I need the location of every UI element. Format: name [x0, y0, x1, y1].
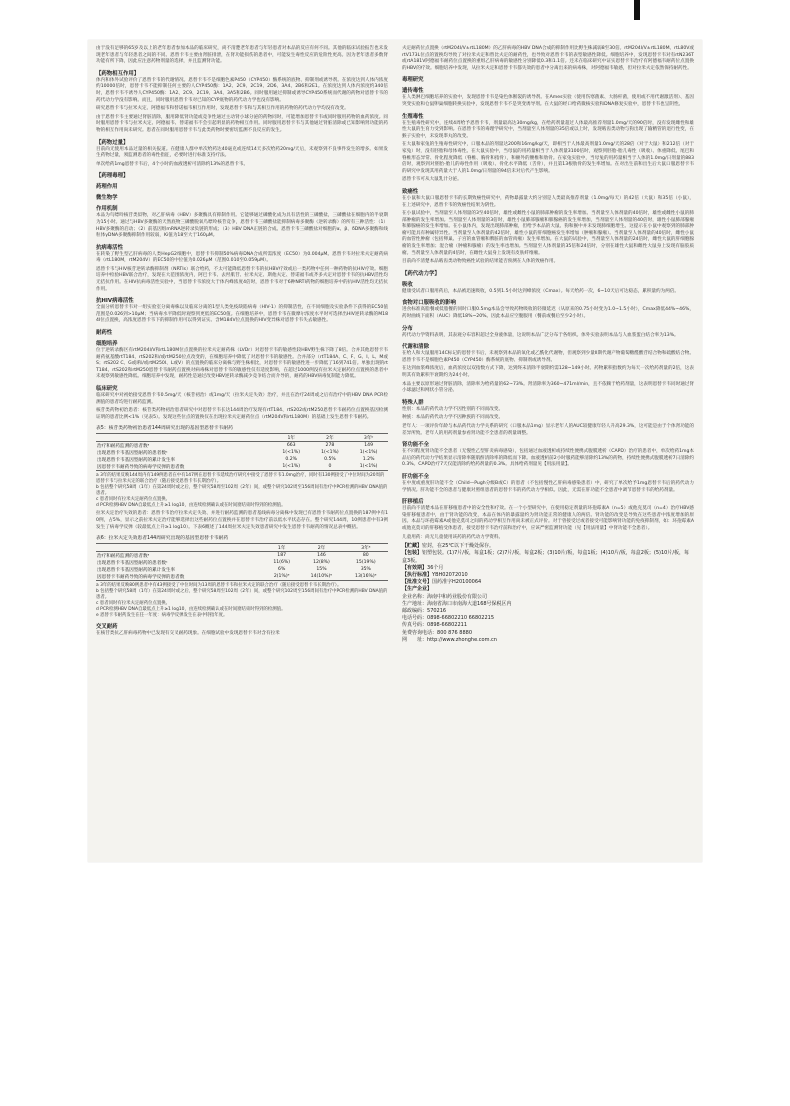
table-cell: 治疗和耐药监测的患者数ᵃ — [97, 443, 150, 449]
subsection-anti-hiv: 抗HIV病毒活性 — [96, 298, 134, 305]
hotline-label: 免费咨询电话： — [402, 629, 438, 636]
cross-resistance-paragraph: 在核苷类抗乙肝病毒药物中已发现有交叉耐药现象。在细胞试验中发现恩替卡韦对含有拉米 — [96, 631, 280, 637]
subsection-pharmacology: 药理作用 — [96, 184, 118, 191]
table-row — [96, 559, 388, 566]
table-note: d PCR检测HBV DNA自最低点上升≥1 log10，由连续检测确认或在时间窗结束时得到的检测值。 — [96, 607, 286, 613]
genotoxicity-paragraph: 在人类淋巴细胞培养的实验中，发现恩替卡韦是染色体断裂的诱导剂。在Ames实验（使用伤寒菌素、大肠杆菌，使用或不用代谢激活剂）、基因突变实验和仓鼠卵巢细胞转换实验中，发现恩替卡韦不是突变诱导剂。在大鼠的经口给药微核实验和DNA修复实验中，恩替卡韦也呈阴性。 — [402, 95, 694, 107]
subsection-cross-resistance: 交叉耐药 — [96, 624, 118, 631]
elimination-paragraph: 在达到血浆峰浓度后，血药浓度以双指数方式下降，达到终末清除半衰期约需128~149小时。药物累积指数约为每天一次给药剂量的2倍，这表明其有效累积半衰期约为24小时。 — [402, 366, 694, 378]
subsection-antiviral: 抗病毒活性 — [96, 244, 123, 251]
hepatic-impairment-paragraph: 在中度或重度肝功能不全（Child—Pugh分级B或C）的患者（不包括慢性乙肝病毒感染患者）中，研究了单次给予1mg恩替卡韦后的药代动力学情况。肝功能不全的患者与健康对照组患者的恩替卡韦的药代动力学相似。因此，无需在肝功能不全患者中调节恩替卡韦的给药剂量。 — [402, 480, 694, 493]
company-label: 企业名称： — [402, 593, 428, 600]
table-cell: 12(8%) — [313, 560, 330, 566]
subsection-food-effect: 食物对口服吸收的影响 — [402, 300, 456, 307]
overdose-paragraph-2: 单次给药1mg恩替卡韦后，4个小时的血液透析可清除约13%的恩替卡韦。 — [96, 161, 249, 167]
renal-impairment-paragraph: 在不同程度肾功能不全患者（无慢性乙型肝炎病毒感染），包括通过血液透析或持续性便携式腹膜透析（CAPD）治疗的患者中，单次给药1mg本品后的药代动力学结果显示清除率随肌酐清除率的降低而下降。血液透析前2小时服药能够清除约13%的药物，持续性便携式腹膜透析7日清除约0.3%。CAPD治疗7天仅能清除约给药剂量的0.3%。具体给药剂量见【用法用量】。 — [402, 449, 694, 468]
table-5-header-row — [96, 434, 388, 442]
right-column — [402, 46, 694, 644]
approval-label: 【批准文号】 — [402, 579, 433, 586]
carcinogenicity-paragraph-3: 目前尚不清楚本品啮齿类动物致癌性试验的结果能否预测在人体的致癌作用。 — [402, 259, 559, 265]
table-cell: 1(<1%) — [282, 450, 301, 456]
package-insert-sheet — [88, 40, 702, 862]
mechanism-paragraph: 本品为鸟嘌呤核苷类似物，对乙肝病毒（HBV）多聚酶具有抑制作用。它能够通过磷酸化成为具有活性的三磷酸盐，三磷酸盐在细胞内的半衰期为15小时。通过与HBV多聚酶的天然底物三磷酸脱氧鸟嘌呤核苷竞争，恩替卡韦三磷酸盐能抑制病毒多聚酶（逆转录酶）的所有三种活性：（1）HBV多聚酶的启动；（2）前基因组mRNA逆转录负链的形成；（3）HBV DNA正链的合成。恩替卡韦三磷酸盐对细胞的α、β、δDNA多聚酶和线粒体γDNA多聚酶抑制作用较弱，Ki值为18至大于160μM。 — [96, 213, 388, 239]
cross-resistance-continued: 夫定耐药位点置换（rtM204I/V±rtL180M）的乙肝病毒的HBV DNA合成的抑制作用比野生株减弱8至30倍。rtM204I/V±rtL180M、rtL80V或rtV173L位点的置换均导致了对拉米夫定和替比夫定的耐药性，也导致对恩替卡韦的表型敏感性降低。细胞培养中，发现恩替卡韦对有rtN236T或rtA181V阿德福韦耐药位点置换的重组乙肝病毒的敏感性分别降低0.3和1.1倍。还未在临床研究中证实恩替卡韦治疗有阿德福韦耐药位点置换的HBV的疗效。细胞培养中发现，从拉米夫定和恩替卡韦都失效的患者中分离出来的病毒株，对阿德福韦敏感，但对拉米夫定依然保持耐药性。 — [402, 46, 694, 71]
reproductive-paragraph-1: 在生殖毒性研究中，连续4周给予恩替卡韦，剂量最高达30mg/kg，在给药剂量超过人体最高推荐剂量1.0mg/天的90倍时，没有发现雌性和雄性大鼠的生育力受到影响。在恩替卡韦的毒理学研究中，当剂量至人体剂量的35倍或以上时，发现啮齿类动物与狗出现了输精管的退行性变，在猴子实验中，未发现睾丸的改变。 — [402, 120, 694, 139]
table-row — [96, 456, 388, 463]
fax-value: 0898-66802211 — [427, 622, 467, 629]
table-header-cell: 3年ᵃ — [344, 544, 388, 552]
table-6-header-row — [96, 544, 388, 552]
table-cell: 0.5% — [324, 457, 336, 463]
website-row — [402, 637, 694, 644]
subsection-special-populations: 特殊人群 — [402, 399, 424, 406]
table-cell: 187 — [277, 553, 287, 559]
table-cell: 出现恩替卡韦基因型耐药的累计发生率 — [97, 567, 176, 573]
manufacturer-row — [402, 586, 694, 593]
table-cell: 治疗和耐药监测的患者数ᵃ — [97, 553, 150, 559]
section-overdose: 【药物过量】 — [96, 139, 129, 146]
fax-row — [402, 622, 694, 629]
table-header-cell: 1年 — [272, 434, 311, 442]
table-note: b 包括整个研究58周（1年）在第24周时或之后，整个研究58周至102周（2年）间，或整个研究102周至156周间有治疗中PCR检测的HBV DNA值的患者。 — [96, 485, 388, 497]
standard-label: 【执行标准】 — [402, 571, 433, 578]
hotline-row — [402, 630, 694, 637]
table-cell: 1.2% — [362, 457, 375, 463]
hotline-value: 800 876 8880 — [437, 629, 473, 636]
standard-value: YBH02072010 — [432, 571, 468, 578]
website-value: http://www.zhonghe.com.cn — [427, 636, 497, 643]
validity-row — [402, 565, 694, 572]
table-cell: 出现恩替卡韦基因型耐药的累计发生率 — [97, 457, 176, 463]
children-paragraph: 儿童用药：尚无儿童使用该药的药代动力学资料。 — [402, 534, 504, 540]
table-header-cell: 2年 — [299, 544, 343, 552]
table-cell: 35% — [360, 567, 371, 573]
postcode-label: 邮政编码： — [402, 607, 428, 614]
table-header-cell: 3年ᵇ — [349, 434, 388, 442]
table-5 — [96, 433, 388, 471]
subsection-toxicology: 毒理研究 — [402, 77, 424, 84]
renal-clearance-paragraph: 本品主要以原形通过肾脏清除，清除率为给药量的62~73%。肾清除率为360~471ml/min，且不依赖于给药剂量，这表明恩替卡韦同时通过肾小球滤过和网状小管分泌。 — [402, 381, 694, 394]
approval-row — [402, 579, 694, 586]
elderly-paragraph: 老年人：一项评价年龄与本品药代动力学关系的研究（口服本品1mg）显示老年人的AUC较健康年轻人升高29.3%，这可能是由于个体肾功能的差异所致。老年人的用药剂量参看肾功能不全患者的剂量调整。 — [402, 423, 694, 436]
table-cell: 0 — [311, 463, 350, 471]
table-cell: 15(19%) — [355, 560, 376, 566]
interaction-paragraph-3: 由于恩替卡韦主要通过肾脏清除，服用降低肾功能或竞争性通过主动肾小球分泌的药物同时，可能增加恩替卡韦或同时服用药物的血药浓度。同时服用恩替卡韦与拉米夫定、阿德福韦、替诺福韦不会引起明显的药物相互作用。同时服用恩替卡韦与其他通过肾脏清除或已知影响肾功能的药物的相互作用尚未研究。患者在同时服用恩替卡韦与此类药物时要密切监测不良反应的发生。 — [96, 114, 388, 133]
subsection-renal-impairment: 肾功能不全 — [402, 442, 429, 449]
table-cell: 因恩替卡韦耐药导致的病毒学反弹的患者数 — [96, 573, 264, 581]
package-label: 【包装】 — [402, 550, 423, 557]
table-cell: 15% — [316, 567, 327, 573]
subsection-metabolism: 代谢和清除 — [402, 344, 429, 351]
antiviral-paragraph: 在转染了野生型乙肝病毒的人类HepG2细胞中，恩替卡韦抑制50%病毒DNA合成所需浓度（EC50）为0.004μM。恩替卡韦对拉米夫定耐药病毒（rtL180M，rtM204V）的EC50的中位值为0.026μM（范围0.010至0.059μM）。 — [96, 251, 388, 264]
phone-value: 0898-66802210 66802215 — [427, 615, 495, 622]
subsection-absorption: 吸收 — [402, 281, 413, 288]
manufacturer-label: 【生产企业】 — [402, 586, 433, 593]
section-pharmacokinetics: 【药代动力学】 — [402, 270, 440, 277]
table-cell: 14(10%)ᵉ — [299, 573, 343, 581]
interaction-paragraph-1: 体内和体外试验评价了恩替卡韦的代谢情况。恩替卡韦不是细胞色素P450（CYP450）酶系统的底物、抑制剂或诱导剂。在浓度达到人体内浓度约10000倍时，恩替卡韦不能抑制任何主要的人CYP450酶：1A2、2C9、2C19、2D6、3A4、2B6和2E1。在浓度达到人体内浓度约340倍时，恩替卡韦不诱导人CYP450酶：1A2、2C9、2C19、3A4、3A5和2B6。同时服用通过抑制或诱导CYP450系统而代谢的药物对恩替卡韦的药代动力学没有影响。而且，同时服用恩替卡韦对已知的CYP底物的药代动力学也没有影响。 — [96, 77, 388, 103]
storage-value: 密封，在25℃以下干燥处保存。 — [422, 543, 494, 550]
table-note: a 3年的结果反映144周内有149例患者在中有147例在恩替卡韦延续治疗研究中接受了恩替卡韦1.0mg治疗，同时有130例接受了中位时间为20周的恩替卡韦与拉米夫定的联合治疗（随后接受恩替卡韦长期治疗）。 — [96, 473, 385, 485]
subsection-liver-transplant: 肝移植后 — [402, 499, 424, 506]
cell-culture-paragraph: 位于逆转录酶区有rtM204I/V和rtL180M位点置换的拉米夫定耐药株（LVDr）对恩替卡韦的敏感性较HBV野生株下降了8倍。合并其他恩替卡韦耐药氨基酸rtT184、rtS202和/或rtM250位点改变的，在细胞培养中降低了对恩替卡韦的敏感性。合并部分（rtT184A、C、F、G、I、L、M或S；rtS202 C、G或I和/或rtM250I、L或V）的点置换的临床分离株与野生株相比，对恩替卡韦的敏感性进一步降低了16到741倍。单独出现的rtT184、rtS202和rtM250恩替卡韦耐药点置换对病毒株对恩替卡韦的敏感性仅有适度影响，在超过1000例没有拉米夫定耐药位点置换的患者中未观察到敏感性降低。细胞培养中发现，耐药性是通过改变HBV逆转录酶减少竞争结合而介导的，耐药的HBV病毒复制能力降低。 — [96, 348, 388, 380]
table-note: e 恩替卡韦耐药发生在任一年度：病毒学反弹发生在表中特指年度。 — [96, 613, 228, 619]
table-cell: 因恩替卡韦耐药导致的病毒学反弹的患者数 — [96, 463, 272, 471]
elderly-use-paragraph: 由于没有足够的65岁及以上的老年患者参加本品的临床研究，尚不清楚老年患者与年轻患者对本品的反应有何不同。其他的临床试验报告也未发现老年患者与年轻患者之间的不同。恩替卡韦主要由肾脏排泄，在肾功能损伤的患者中，可能发生毒性反应的危险性更高。因为老年患者多数肾功能有所下降，因此应注意药物剂量的选择，并且监测肾功能。 — [96, 46, 388, 65]
table-cell: 0.2% — [285, 457, 298, 463]
subsection-clinical: 临床研究 — [96, 386, 118, 392]
table-cell: 80 — [362, 553, 369, 559]
table-row — [96, 449, 388, 456]
refractory-patients-paragraph: 拉米夫定治疗失效的患者：恩替卡韦治疗拉米夫定失效、并进行耐药监测的患者基线病毒分离株中发现已有恩替卡韦耐药位点置换的187例中有10例，占5%，显示之前拉米夫定治疗能够选择出这些耐药位点置换并在恩替卡韦治疗前以低水平状态存在。整个研究144周，10例患者中有3例发生了病毒学反弹（较最低点上升≥1 log10）。下表6概述了144周拉米夫定失效患者研究中发生恩替卡韦耐药的情况总表中概括。 — [96, 511, 388, 530]
table-cell: 2(1%)ᵉ — [264, 573, 299, 581]
address-value: 海南省海口市南海大道168号保税区内 — [427, 600, 512, 607]
interaction-paragraph-2: 研究恩替卡韦与拉米夫定、阿德福韦和替诺福韦相互作用时，发现恩替卡韦和与其相互作用的药物的药代动力学均没有改变。 — [96, 106, 349, 112]
table-header-cell — [96, 544, 264, 552]
reproductive-paragraph-3: 恩替卡韦可从大鼠乳汁分泌。 — [402, 177, 462, 183]
subsection-cell-culture: 细胞培养 — [96, 341, 118, 348]
gender-paragraph: 性别：本品的药代动力学不因性别的不同而改变。 — [402, 406, 504, 412]
distribution-paragraph: 药代动力学资料表明，其表观分布容积超过全身液体量，这说明本品广泛分布于各组织。体外实验表明本品与人血浆蛋白结合率为13%。 — [402, 332, 679, 338]
absorption-paragraph: 健康受试者口服用药后，本品被迅速吸收，0.5到1.5小时达到峰浓度（Cmax）。每天给药一次，6~10天后可达稳态，累积量约为两倍。 — [402, 288, 680, 294]
postcode-value: 570216 — [427, 607, 447, 614]
table-cell: 6% — [278, 567, 286, 573]
liver-transplant-paragraph: 目前尚不清楚本品在肝移植患者中的安全性和疗效。在一个小型研究中，在使用稳定剂量的环孢霉素A（n=5）或他克莫司（n=4）治疗HBV感染肝移植患者中，由于肾功能的改变，本品在体内的暴露量约为肾功能正常的健康人的两倍。肾功能的改变是导致在这些患者中浓度增加的原因。本品与环孢霉素A或他克莫司之间的药动学相互作用尚未被正式评价。对于曾接受过或者接受可能影响肾功能的免疫抑制剂，如：环孢霉素A或他克莫司的肝移植受体患者，接受恩替卡韦治疗前和治疗中，应该严密监测肾功能（见【用法用量】中肾功能不全患者）。 — [402, 506, 694, 531]
subsection-hepatic-impairment: 肝功能不全 — [402, 473, 429, 480]
race-paragraph: 种族：本品的药代动力学不因种族的不同而改变。 — [402, 415, 504, 421]
subsection-distribution: 分布 — [402, 325, 413, 332]
table-row — [96, 442, 388, 450]
table-cell: 1(<1%) — [359, 450, 378, 456]
table-cell: 出现恩替卡韦基因型耐药的患者数ᶜ — [97, 560, 168, 566]
table-cell: 出现恩替卡韦基因型耐药的患者数ᶜ — [97, 450, 168, 456]
phone-label: 电话号码： — [402, 615, 428, 622]
reproductive-paragraph-2: 在大鼠和家兔的生殖毒性研究中，口服本品的剂量达200和16mg/kg/天，即相当于人体最高剂量1.0mg/天的28倍（对于大鼠）和212倍（对于家兔）时，没有胚胎和母体毒性。在大鼠实验中，当母鼠的用药量相当于人体剂量3100倍时，观察到胚胎-胎儿毒性（吸收）、体重降低、尾巴和脊椎形态异常、骨化程度降低（脊椎、胸骨和指骨），和额外的腰椎和肋骨。在家兔实验中，当母兔的用药量相当于人体的1.0mg/日剂量的883倍时，观察到对胚胎-胎儿的毒性作用（吸收）、骨化水平降低（舌骨），并且第13根肋骨的发生率增加。在对出生前和出生后大鼠口服恩替卡韦的研究中发现其用药量大于人的1.0mg/日剂量的94倍未对后代产生影响。 — [402, 142, 694, 174]
table-cell: 11(6%) — [273, 560, 291, 566]
address-row — [402, 601, 694, 608]
anti-hiv-paragraph: 全面分析恩替卡韦对一组实验室分离毒株以及临床分离的1型人类免疫缺陷病毒（HIV-1）的抑制活性，在不同细胞及实验条件下获得的EC50值范围是0.026到>10μM；当病毒水平降低时观察到更低的EC50值。在细胞培养中，恩替卡韦在微摩尔浓度水平时可选择出HIV逆转录酶的M184I位点置换，高浓度恩替卡韦下的抑制作用可以得到证实。含M184V位点置换的HIV变异株对恩替卡韦失去敏感性。 — [96, 305, 388, 324]
subsection-reproductive-toxicity: 生殖毒性 — [402, 113, 424, 120]
approval-value: 国药准字H20100064 — [432, 579, 482, 586]
company-row — [402, 594, 694, 601]
table-header-cell: 2年 — [311, 434, 350, 442]
table-6 — [96, 543, 388, 581]
subsection-mechanism: 作用机制 — [96, 206, 118, 213]
table-note: c 患者同时有拉米夫定耐药位点置换。 — [96, 601, 171, 607]
table-header-cell — [96, 434, 272, 442]
overdose-paragraph-1: 目前尚无使用本品过量的相关报道。在健康人群中单次给药达40毫克或连续14天多次给药20mg/天后，未观察到不良事件发生的增多。如果发生药物过量，须监测患者的毒性指征，必要时进行标准支持疗法。 — [96, 146, 388, 159]
hiv-combination-paragraph: 恩替卡韦与HIV核苷逆转录酶抑制剂（NRTIs）联合给药，不太可能降低恩替卡韦的抗HBV疗效或后一类药物中任何一种药物的抗HIV疗效。细胞培养中检验HBV联合治疗，发现在大范围浓度内，阿巴卡韦、去羟肌苷、拉米夫定、斯他夫定、替诺福韦或齐多夫定对恩替卡韦的抗HBV活性均无拮抗作用。在HIV抗病毒活性实验中，当恩替卡韦浓度大于体内峰浓度4倍时，恩替卡韦对于6种NRTI药物的细胞培养中的抗HIV活性均无拮抗作用。 — [96, 266, 388, 292]
section-drug-interaction: 【药物相互作用】 — [96, 70, 140, 77]
table-row — [96, 573, 388, 581]
table-cell: 278 — [325, 443, 335, 449]
table-cell: 663 — [286, 443, 296, 449]
subsection-genotoxicity: 遗传毒性 — [402, 88, 424, 95]
validity-label: 【有效期】 — [402, 564, 428, 571]
subsection-carcinogenicity: 致癌性 — [402, 188, 419, 195]
subsection-microbiology: 微生物学 — [96, 195, 118, 202]
table-row — [96, 463, 388, 471]
carcinogenicity-paragraph-2: 在小鼠试验中，当剂量至人体剂量的3至40倍时，雄性或雌性小鼠的肺部肿瘤的发生率增加。当剂量至人体剂量的40倍时，雄性或雌性小鼠的肺部肿瘤的发生率增加。当剂量至人体剂量的3倍时，雄性小鼠肺部腺瘤和肺腺癌的发生率增加，当剂量至人体剂量的40倍时，雄性小鼠肺部腺瘤和肺腺癌的发生率增加。在小鼠体内，发现出现肺部肿瘤，但给予本品的大鼠、狗和猴中并未发现肺细胞增生。这提示在小鼠中观察到的肺部肿瘤可能具有种属特异性。当剂量至人体剂量的42倍时，雄性小鼠的肝细胞癌发生率增加（肿瘤和腺瘤）。当剂量至人体剂量的40倍时，雌性小鼠的血管性肿瘤（包括卵巢、子宫的血管瘤和脾脏的血管肉瘤）发生率增加。在大鼠的试验中，当剂量至人体剂量的24倍时，雌性大鼠的肝细胞腺瘤的发生率增加；混合瘤（肿瘤和腺瘤）的发生率也增加。当剂量至人体剂量的35倍和24倍时，分别在雄性大鼠和雌性大鼠身上发现有脑胶质瘤。当剂量至人体剂量的4倍时，在雌性大鼠身上发现有皮肤纤维瘤。 — [402, 211, 694, 256]
table-cell: 149 — [364, 443, 374, 449]
metabolism-paragraph: 在给人和大鼠服用14C标记的恩替卡韦后，未观察到本品的氧化或乙酰化代谢物，但观察到少量II期代谢产物葡萄糖醛酸苷结合物和硫酸结合物。恩替卡韦不是细胞色素P450（CYP450）酶系统的底物、抑制剂或诱导剂。 — [402, 351, 694, 363]
package-value: 铝塑包装。(1)7片/板，每盒1板；(2)7片/板，每盒2板；(3)10片/板，每盒1板；(4)10片/板，每盒2板；(5)10片/板，每盒3板。 — [402, 550, 690, 564]
table-cell: 13(16%)ᵉ — [344, 573, 388, 581]
table-5-caption: 表5：核苷类药物初治患者144周研究出现的基因型恩替卡韦耐药 — [96, 426, 233, 432]
table-note: c 患者同时有拉米夫定耐药位点置换。 — [96, 497, 171, 503]
address-label: 生产地址： — [402, 600, 428, 607]
website-label: 网 址： — [402, 636, 428, 643]
corner-registration-mark — [634, 0, 640, 20]
subsection-resistance: 耐药性 — [96, 330, 113, 337]
validity-value: 36个月 — [427, 564, 444, 571]
table-cell: 1(<1%) — [321, 450, 339, 456]
package-row — [402, 550, 694, 564]
food-effect-paragraph: 进食标准高脂餐或低脂餐的同时口服0.5mg本品会导致药物吸收的轻微延迟（从原来的0.75小时变为1.0~1.5小时），Cmax降低44%~46%，药时曲线下面积（AUC）降低18%~20%。因此本品应空腹服用（餐前或餐后至少2小时）。 — [402, 307, 694, 320]
fax-label: 传真号码： — [402, 622, 428, 629]
table-6-caption: 表6：拉米夫定失效患者144周研究出现的基因型恩替卡韦耐药 — [96, 536, 229, 542]
table-row — [96, 552, 388, 560]
table-note: b 包括整个研究58周（1年）在第24周时或之后，整个研究58周至102周（2年）间，或整个研究102周至156周间有治疗中PCR检测的HBV DNA值的患者。 — [96, 589, 388, 601]
table-note: a 3年的结果反映80例患者中有43例接受了中位时间为13周的恩替卡韦和拉米夫定的联合治疗（随后接受恩替卡韦长期治疗）。 — [96, 583, 342, 589]
storage-label: 【贮藏】 — [402, 543, 423, 550]
carcinogenicity-paragraph-1: 在小鼠和大鼠口服恩替卡韦的长期致癌性研究中，药物暴露量大约分别是人类最高推荐剂量（1.0mg/每天）的42倍（大鼠）和35倍（小鼠），在上述研究中，恩替卡韦的致癌性结果为阴性。 — [402, 195, 694, 208]
table-cell: 1(<1%) — [272, 463, 311, 471]
left-column — [96, 46, 388, 640]
table-row — [96, 566, 388, 573]
table-header-cell: 1年 — [264, 544, 299, 552]
company-value: 海南中和药业股份有限公司 — [427, 593, 488, 600]
naive-patients-paragraph: 核苷类药物初治患者：核苷类药物初治患者研究中对恩替卡韦长达144周治疗发现有rtT184、rtS202或rtM250恩替卡韦耐药位点置换基因检测证明的患者比例<1%（见表5）。发现这些位点的置换仅在出现拉米夫定耐药位点（rtM204V和rtL180M）的基础上发生恩替卡韦耐药。 — [96, 408, 388, 420]
section-pharmacology-toxicology: 【药理毒理】 — [96, 173, 129, 180]
table-cell: 1(<1%) — [349, 463, 388, 471]
table-cell: 146 — [317, 553, 326, 559]
clinical-paragraph: 临床研究中对初始接受恩替卡韦0.5mg/天（核苷初治）或1mg/天（拉米夫定失效）治疗，并且在治疗24周或之后有治疗中的HBV DNA PCR检测值的患者均进行耐药监测。 — [96, 393, 388, 405]
table-note: d PCR检测HBV DNA自最低点上升≥1 log10，由连续检测确认或在时间窗结束时得到的检测值。 — [96, 503, 286, 509]
